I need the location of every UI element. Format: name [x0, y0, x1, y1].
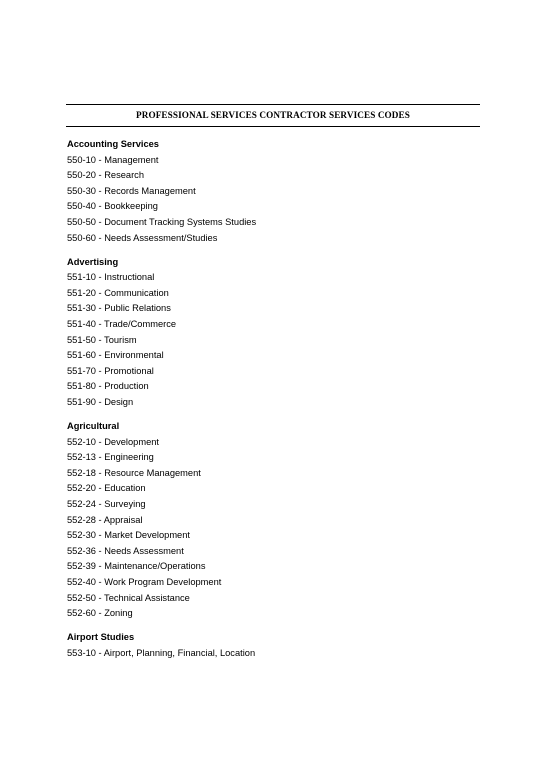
code-item: 552-60 - Zoning: [67, 608, 133, 619]
code-item: 552-28 - Appraisal: [67, 514, 143, 525]
section-advertising: [67, 255, 480, 411]
code-item: 552-40 - Work Program Development: [67, 577, 222, 588]
code-item: 553-10 - Airport, Planning, Financial, Location: [67, 647, 256, 658]
section-heading: Accounting Services: [67, 139, 159, 149]
title-bottom-rule: [66, 126, 480, 127]
code-item: 550-50 - Document Tracking Systems Studies: [67, 216, 257, 227]
section-accounting-services: [67, 137, 480, 246]
section-heading: Advertising: [67, 256, 119, 267]
code-item: 551-40 - Trade/Commerce: [67, 319, 177, 330]
code-item: 551-60 - Environmental: [67, 350, 164, 361]
code-item: 550-60 - Needs Assessment/Studies: [67, 232, 218, 243]
code-item: 552-30 - Market Development: [67, 530, 190, 541]
section-heading: Airport Studies: [67, 632, 135, 643]
code-item: 552-10 - Development: [67, 436, 159, 447]
title-top-rule: [66, 104, 480, 105]
section-agricultural: [67, 419, 480, 622]
code-item: 551-20 - Communication: [67, 287, 169, 298]
section-heading: Agricultural: [67, 421, 120, 432]
code-item: 552-13 - Engineering: [67, 452, 154, 463]
code-item: 550-20 - Research: [67, 170, 144, 181]
code-item: 550-30 - Records Management: [67, 185, 196, 196]
code-item: 551-90 - Design: [67, 397, 134, 407]
code-item: 552-50 - Technical Assistance: [67, 592, 190, 603]
code-item: 552-39 - Maintenance/Operations: [67, 561, 206, 572]
code-item: 552-24 - Surveying: [67, 499, 146, 510]
code-item: 552-18 - Resource Management: [67, 467, 201, 478]
service-codes-list: [67, 137, 480, 662]
code-item: 552-36 - Needs Assessment: [67, 545, 184, 556]
code-item: 552-20 - Education: [67, 483, 146, 494]
code-item: 551-30 - Public Relations: [67, 303, 171, 314]
code-item: 551-50 - Tourism: [67, 334, 137, 345]
section-airport-studies: [67, 630, 480, 661]
code-item: 551-70 - Promotional: [67, 365, 154, 376]
code-item: 551-10 - Instructional: [67, 272, 155, 283]
code-item: 550-40 - Bookkeeping: [67, 201, 158, 212]
code-item: 550-10 - Management: [67, 154, 159, 165]
code-item: 551-80 - Production: [67, 381, 149, 392]
document-title: PROFESSIONAL SERVICES CONTRACTOR SERVICES CODES: [136, 110, 410, 120]
